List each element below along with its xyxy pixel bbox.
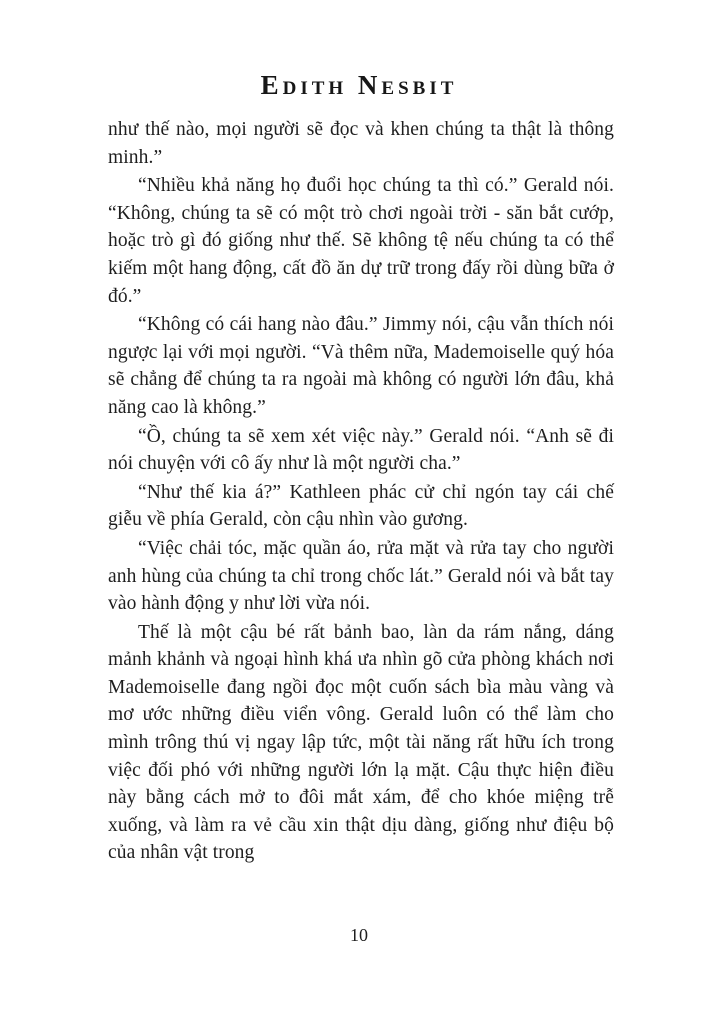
- paragraph: “Việc chải tóc, mặc quần áo, rửa mặt và rửa tay cho người anh hùng của chúng ta chỉ trong chốc lát.” Gerald nói và bắt tay vào hành động y như lời vừa nói.: [108, 537, 614, 615]
- paragraph: “Như thế kia á?” Kathleen phác cử chỉ ngón tay cái chế giễu về phía Gerald, còn cậu nhìn vào gương.: [108, 481, 614, 531]
- paragraph: như thế nào, mọi người sẽ đọc và khen chúng ta thật là thông minh.”: [108, 119, 614, 168]
- page-number: 10: [350, 925, 368, 945]
- paragraph: “Nhiều khả năng họ đuổi học chúng ta thì có.” Gerald nói. “Không, chúng ta sẽ có một trò chơi ngoài trời - săn bắt cướp, hoặc trò gì đó giống như thế. Sẽ không tệ nếu chúng ta có thể kiếm một hang động, cất đồ ăn dự trữ trong đấy rồi dùng bữa ở đó.”: [108, 175, 614, 307]
- paragraph: “Ồ, chúng ta sẽ xem xét việc này.” Gerald nói. “Anh sẽ đi nói chuyện với cô ấy như là một người cha.”: [108, 425, 614, 475]
- paragraph: “Không có cái hang nào đâu.” Jimmy nói, cậu vẫn thích nói ngược lại với mọi người. “Và thêm nữa, Mademoiselle quý hóa sẽ chẳng để chúng ta ra ngoài mà không có người lớn đâu, khả năng cao là không.”: [108, 314, 614, 418]
- book-header-author: Edith Nesbit: [260, 70, 458, 100]
- paragraph: Thế là một cậu bé rất bảnh bao, làn da rám nắng, dáng mảnh khảnh và ngoại hình khá ưa nhìn gõ cửa phòng khách nơi Mademoiselle đang ngồi đọc một cuốn sách bìa màu vàng và mơ ước những điều viển vông. Gerald luôn có thể làm cho mình trông thú vị ngay lập tức, một tài năng rất hữu ích trong việc đối phó với những người lớn lạ mặt. Cậu thực hiện điều này bằng cách mở to đôi mắt xám, để cho khóe miệng trễ xuống, và làm ra vẻ cầu xin thật dịu dàng, giống như điệu bộ của nhân vật trong: [108, 621, 614, 864]
- text-block: [108, 116, 614, 868]
